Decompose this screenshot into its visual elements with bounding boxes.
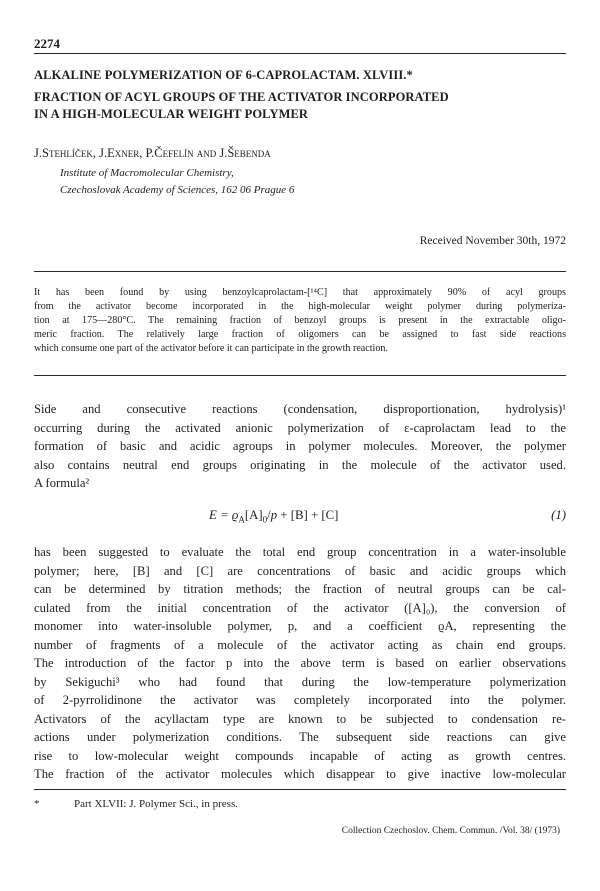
- page-number: 2274: [34, 36, 60, 51]
- abstract-bottom-rule: [34, 375, 566, 376]
- equation-a0-sub: 0: [262, 514, 268, 525]
- article-title-line-2: FRACTION OF ACYL GROUPS OF THE ACTIVATOR INCORPORATED: [34, 90, 449, 104]
- equation-rest: + [B] + [C]: [277, 508, 339, 522]
- equation-rho-sub: A: [238, 514, 245, 525]
- body-line: actions under polymerization conditions. The subsequent side reactions can give: [34, 730, 566, 744]
- footnote-text: Part XLVII: J. Polymer Sci., in press.: [74, 798, 238, 810]
- body-line: can be determined by titration methods; the fraction of neutral groups can be cal-: [34, 582, 566, 596]
- body-line: Activators of the acyllactam type are known to be subjected to condensation re-: [34, 711, 566, 726]
- footnote-marker: *: [34, 798, 40, 810]
- body-line: The introduction of the factor p into the above term is based on earlier observations: [34, 656, 566, 670]
- body-line: by Sekiguchi³ who had found that during the low-temperature polymerization: [34, 674, 566, 689]
- abstract: [34, 286, 566, 356]
- abstract-top-rule: [34, 271, 566, 272]
- body-line: monomer into water-insoluble polymer, p, and a coefficient ϱA, representing the: [34, 619, 566, 633]
- body-main: [34, 543, 566, 784]
- abstract-line: which consume one part of the activator before it can participate in the growth reaction.: [34, 342, 388, 354]
- body-line: A formula²: [34, 476, 90, 490]
- body-line: Side and consecutive reactions (condensation, disproportionation, hydrolysis)¹: [34, 402, 566, 416]
- equation-a0: [A]: [244, 508, 263, 522]
- body-line: number of fragments of a molecule of the activator acting as chain end groups.: [34, 637, 566, 652]
- equation-lhs: E =: [209, 508, 232, 522]
- body-line: of 2-pyrrolidinone the activator was completely incorporated into the polymer.: [34, 693, 566, 707]
- body-line: also contains neutral end groups originating in the molecule of the activator used.: [34, 457, 566, 472]
- footnote-rule: [34, 789, 566, 790]
- authors: J.Stehlíček, J.Exner, P.Čefelín and J.Šebenda: [34, 146, 271, 160]
- footnote: [34, 798, 238, 810]
- received-date: Received November 30th, 1972: [419, 235, 566, 247]
- abstract-line: meric fraction. The relatively large fraction of oligomers can be assigned to fast side reactions: [34, 328, 566, 340]
- header-rule: [34, 53, 566, 54]
- body-line: rise to low-molecular weight compounds incapable of acting as growth centres.: [34, 748, 566, 763]
- body-line: formation of basic and acidic agroups in polymer molecules. Moreover, the polymer: [34, 439, 566, 453]
- equation-number: (1): [551, 508, 566, 522]
- equation-slash: /: [267, 508, 271, 522]
- journal-citation: Collection Czechoslov. Chem. Commun. /Vol. 38/ (1973): [341, 826, 560, 836]
- body-line: polymer; here, [B] and [C] are concentrations of basic and acidic groups which: [34, 563, 566, 578]
- affiliation-line-2: Czechoslovak Academy of Sciences, 162 06 Prague 6: [60, 184, 295, 196]
- equation-expression: [209, 508, 338, 525]
- abstract-line: tion at 175—280°C. The remaining fraction of benzoyl groups is present in the extractable oligo-: [34, 314, 566, 326]
- abstract-line: from the activator become incorporated in the high-molecular weight polymer during polymeriza-: [34, 300, 566, 312]
- body-line: occurring during the activated anionic polymerization of ε-caprolactam lead to the: [34, 420, 566, 435]
- affiliation-line-1: Institute of Macromolecular Chemistry,: [60, 167, 234, 179]
- body-line: The fraction of the activator molecules which disappear to give inactive low-molecular: [34, 767, 566, 781]
- article-title-line-1: ALKALINE POLYMERIZATION OF 6-CAPROLACTAM. XLVIII.*: [34, 68, 413, 82]
- equation-p: p: [270, 508, 278, 522]
- body-line: has been suggested to evaluate the total end group concentration in a water-insoluble: [34, 545, 566, 559]
- body-intro: [34, 400, 566, 493]
- article-title-line-3: IN A HIGH-MOLECULAR WEIGHT POLYMER: [34, 107, 309, 121]
- body-line: culated from the initial concentration of the activator ([A]₀), the conversion of: [34, 600, 566, 615]
- equation-rho: ϱ: [231, 508, 239, 522]
- abstract-line: It has been found by using benzoylcaprolactam-[¹⁴C] that approximately 90% of acyl groups: [34, 287, 566, 298]
